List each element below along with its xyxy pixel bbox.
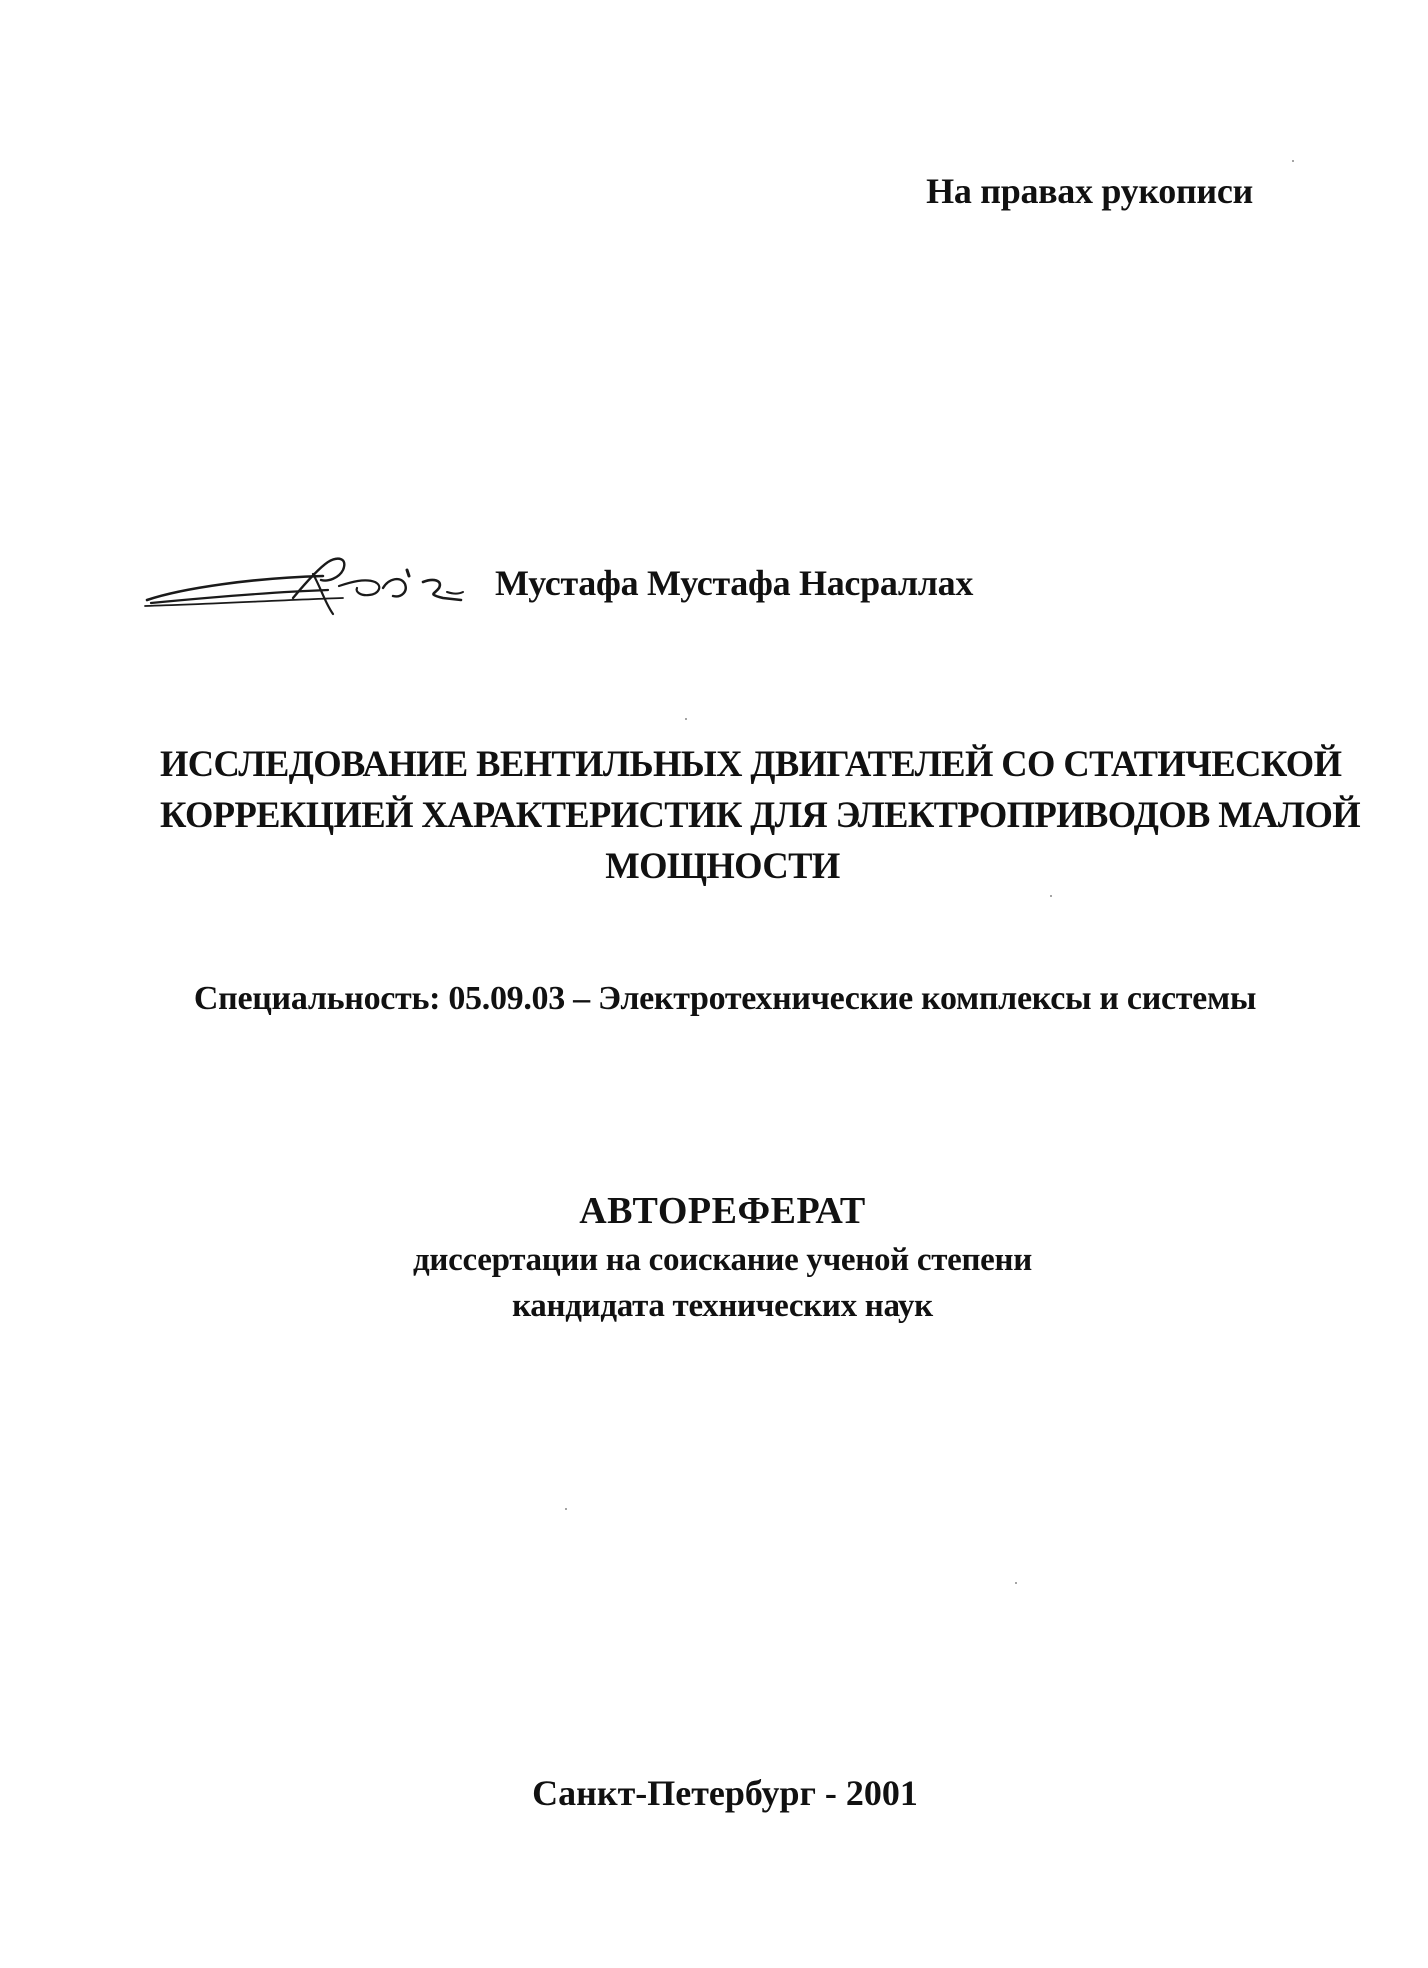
abstract-line: кандидата технических наук bbox=[512, 1288, 933, 1324]
scan-speck bbox=[1015, 1582, 1017, 1584]
rights-note: На правах рукописи bbox=[926, 171, 1253, 211]
author-name: Мустафа Мустафа Насраллах bbox=[495, 563, 974, 603]
abstract-line: диссертации на соискание ученой степени bbox=[413, 1242, 1032, 1278]
title-line: МОЩНОСТИ bbox=[605, 845, 840, 886]
scan-speck bbox=[685, 718, 687, 720]
scan-speck bbox=[1292, 160, 1294, 162]
scan-speck bbox=[1050, 895, 1052, 897]
title-line: КОРРЕКЦИЕЙ ХАРАКТЕРИСТИК ДЛЯ ЭЛЕКТРОПРИВОДОВ МАЛОЙ bbox=[160, 794, 1361, 835]
dissertation-title bbox=[160, 738, 1361, 891]
signature-icon bbox=[143, 548, 473, 618]
title-line: ИССЛЕДОВАНИЕ ВЕНТИЛЬНЫХ ДВИГАТЕЛЕЙ СО СТАТИЧЕСКОЙ bbox=[160, 743, 1342, 784]
city-year: Санкт-Петербург - 2001 bbox=[532, 1773, 918, 1813]
abstract-block bbox=[300, 1185, 1145, 1329]
abstract-heading: АВТОРЕФЕРАТ bbox=[579, 1190, 866, 1232]
scan-speck bbox=[565, 1508, 567, 1510]
specialty-line: Специальность: 05.09.03 – Электротехнические комплексы и системы bbox=[193, 980, 1257, 1017]
